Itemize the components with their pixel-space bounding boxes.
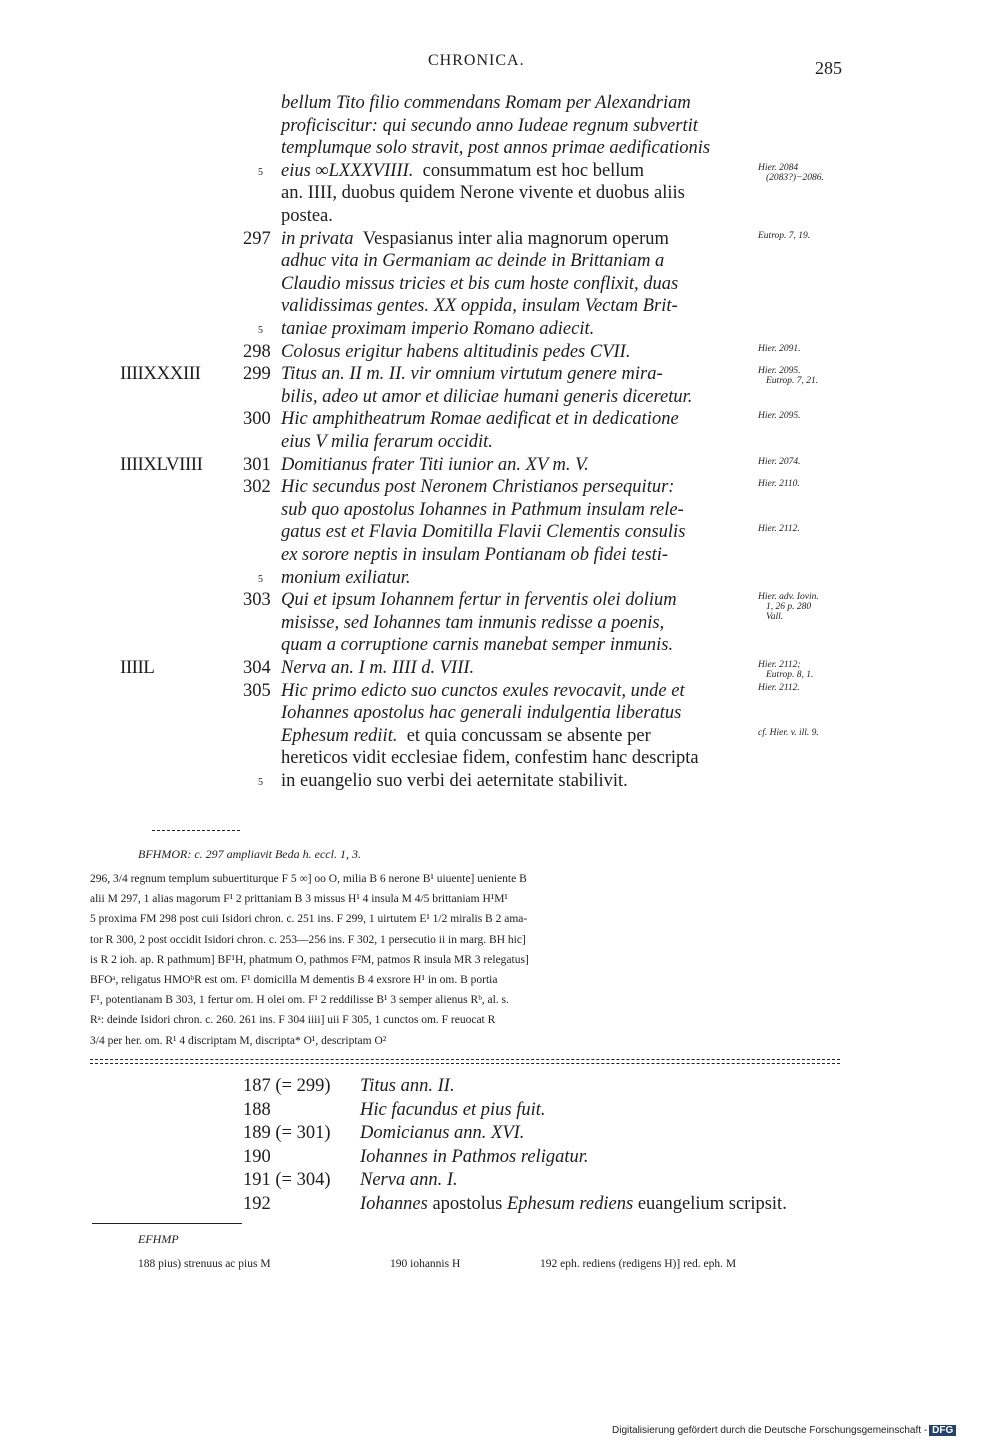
text-line-italic: Ephesum rediit. (281, 725, 398, 746)
marginal-reference (758, 231, 810, 241)
text-line (281, 295, 678, 318)
marginal-reference (758, 660, 813, 680)
apparatus-line: 5 proxima FM 298 post cuii Isidori chron. c. 251 ins. F 299, 1 uirtutem E¹ 1/2 miralis B 2 ama- (90, 913, 528, 926)
marginal-reference (758, 366, 818, 386)
text-line-italic: in privata (281, 228, 354, 249)
text-line (281, 725, 651, 748)
entry-text (360, 1099, 546, 1123)
text-line (281, 115, 698, 138)
marginal-reference-line: Hier. 2084 (758, 162, 799, 173)
text-line (281, 205, 333, 228)
marginal-reference-line: Hier. 2091. (758, 343, 801, 354)
marginal-reference-line: (2083?)−2086. (766, 172, 824, 183)
apparatus-line: 296, 3/4 regnum templum subuertiturque F 5 ∞] oo O, milia B 6 nerone B¹ uiuente] ueniente B (90, 873, 527, 885)
entry-number: 187 (= 299) (243, 1076, 331, 1096)
entry-text (360, 1146, 589, 1170)
marginal-reference-line: Hier. 2112. (758, 524, 800, 535)
line-marker: 5 (258, 166, 263, 178)
regnal-year: IIIIL (120, 657, 155, 678)
paragraph-number: 303 (243, 590, 271, 611)
text-line-content: consummatum est hoc bellum (422, 160, 645, 181)
text-line-content: Domitianus frater Titi iunior an. XV m. V. (281, 454, 589, 475)
marginal-reference (758, 163, 824, 183)
text-line (281, 408, 679, 431)
text-line-content: gatus est et Flavia Domitilla Flavii Clementis consulis (281, 522, 686, 543)
text-line-content: postea. (281, 206, 333, 226)
text-line (281, 680, 685, 703)
marginal-reference-line: Hier. 2074. (758, 456, 801, 467)
marginal-reference-line: Hier. 2112; (758, 660, 801, 670)
marginal-reference-line: cf. Hier. v. ill. 9. (758, 727, 819, 738)
bottom-sigla: EFHMP (138, 1232, 179, 1246)
marginal-reference (758, 411, 801, 421)
bottom-apparatus-2: 190 iohannis H (390, 1258, 461, 1270)
entry-italic: Ephesum rediens (506, 1194, 634, 1214)
marginal-reference (758, 344, 801, 354)
text-line (281, 273, 678, 296)
line-marker: 5 (258, 325, 263, 336)
paragraph-number: 300 (243, 409, 271, 430)
marginal-reference-line: Hier. 2095. (758, 366, 801, 377)
text-line-content: Hic secundus post Neronem Christianos persequitur: (281, 477, 675, 498)
text-line (281, 363, 663, 386)
entry-number: 191 (= 304) (243, 1170, 331, 1191)
text-line-content: bilis, adeo ut amor et diliciae humani generis diceretur. (281, 386, 693, 407)
bottom-separator (92, 1223, 242, 1224)
credit-text: Digitalisierung gefördert durch die Deutsche Forschungsgemeinschaft - (612, 1425, 928, 1436)
text-line-content: Hic primo edicto suo cunctos exules revocavit, unde et (281, 680, 685, 701)
text-line (281, 228, 669, 251)
marginal-reference (758, 479, 800, 489)
text-line (281, 634, 673, 657)
entry-number: 189 (= 301) (243, 1123, 331, 1144)
text-line (281, 612, 664, 635)
text-line-content: Hic amphitheatrum Romae aedificat et in dedicatione (281, 409, 679, 430)
paragraph-number: 298 (243, 341, 271, 362)
marginal-reference-line: Eutrop. 7, 21. (766, 376, 819, 387)
text-line (281, 521, 685, 544)
text-line-content: Titus an. II m. II. vir omnium virtutum genere mira- (281, 364, 663, 385)
text-line (281, 499, 684, 522)
marginal-reference-line: Hier. 2095. (758, 411, 801, 422)
marginal-reference (758, 457, 801, 467)
text-line-content: eius V milia ferarum occidit. (281, 432, 493, 452)
text-line (281, 589, 677, 612)
text-line-content: monium exiliatur. (281, 567, 411, 588)
entry-italic: Iohannes (360, 1194, 428, 1214)
apparatus-line: BFOᵃ, religatus HMOᵇR est om. F¹ domicilla M dementis B 4 exsrore H¹ in om. B portia (90, 974, 498, 986)
paragraph-number: 302 (243, 477, 271, 498)
apparatus-line: is R 2 ioh. ap. R pathmum] BF¹H, phatmum O, pathmos F²M, patmos R insula MR 3 relegatus] (90, 953, 529, 966)
text-line-content: bellum Tito filio commendans Romam per Alexandriam (281, 93, 691, 113)
apparatus-line: Rᵃ: deinde Isidori chron. c. 260. 261 ins. F 304 iiii] uii F 305, 1 cunctos om. F reuocat R (90, 1014, 496, 1027)
text-line (281, 160, 644, 183)
marginal-reference-line: 1, 26 p. 280 (766, 602, 812, 613)
dfg-logo: DFG (929, 1425, 956, 1436)
bottom-apparatus-1: 188 pius) strenuus ac pius M (138, 1258, 271, 1270)
bottom-apparatus-3: 192 eph. rediens (redigens H)] red. eph. M (540, 1258, 737, 1270)
text-line (281, 341, 630, 364)
entry-text (360, 1193, 787, 1217)
regnal-year: IIIIXLVIIII (120, 453, 203, 475)
digitization-credit (612, 1425, 956, 1436)
paragraph-number: 299 (243, 364, 271, 385)
entry-text (360, 1169, 458, 1193)
marginal-reference (758, 728, 819, 738)
page-number: 285 (815, 58, 842, 78)
text-line (281, 182, 685, 205)
entry-text (360, 1122, 524, 1146)
text-line (281, 137, 710, 160)
sigla-note: BFHMOR: c. 297 ampliavit Beda h. eccl. 1, 3. (138, 847, 361, 861)
paragraph-number: 297 (243, 228, 271, 249)
entry-number: 190 (243, 1146, 271, 1167)
marginal-reference-line: Eutrop. 7, 19. (758, 230, 811, 241)
text-line-content: misisse, sed Iohannes tam inmunis redisse a poenis, (281, 612, 665, 633)
text-line (281, 657, 474, 680)
text-line-content: Colosus erigitur habens altitudinis pedes CVII. (281, 341, 631, 362)
text-line-content: adhuc vita in Germaniam ac deinde in Brittaniam a (281, 251, 665, 272)
text-line-content: taniae proximam imperio Romano adiecit. (281, 319, 595, 339)
section-divider-bottom (90, 1063, 840, 1064)
text-line-content: et quia concussam se absente per (406, 725, 651, 746)
text-apparatus-separator (152, 830, 240, 831)
text-line (281, 770, 628, 793)
entry-number: 188 (243, 1099, 271, 1120)
marginal-reference-line: Eutrop. 8, 1. (766, 670, 814, 680)
marginal-reference-line: Hier. 2112. (758, 682, 800, 693)
text-line-content: hereticos vidit ecclesiae fidem, confestim hanc descripta (281, 748, 699, 769)
entry-italic: Hic facundus et pius fuit. (360, 1099, 546, 1120)
text-line-content: validissimas gentes. XX oppida, insulam Vectam Brit- (281, 296, 678, 317)
text-line (281, 544, 668, 567)
entry-roman: apostolus (432, 1194, 503, 1214)
marginal-reference (758, 524, 800, 534)
text-line (281, 747, 699, 770)
marginal-reference (758, 592, 819, 622)
entry-italic: Iohannes in Pathmos religatur. (360, 1146, 589, 1167)
text-line-content: ex sorore neptis in insulam Pontianam ob fidei testi- (281, 545, 669, 565)
text-line-content: Claudio missus tricies et bis cum hoste conflixit, duas (281, 273, 679, 294)
text-line-content: Nerva an. I m. IIII d. VIII. (281, 658, 475, 678)
entry-italic: Domicianus ann. XVI. (360, 1123, 525, 1144)
text-line-content: in euangelio suo verbi dei aeternitate stabilivit. (281, 771, 628, 791)
regnal-year: IIIIXXXIII (120, 363, 201, 385)
entry-text (360, 1075, 455, 1099)
entry-italic: Titus ann. II. (360, 1076, 455, 1096)
text-line-content: Iohannes apostolus hac generali indulgentia liberatus (281, 703, 682, 724)
text-line (281, 318, 594, 341)
text-line-italic: eius ∞LXXXVIIII. (281, 160, 414, 181)
section-divider-top (90, 1059, 840, 1060)
text-line-content: an. IIII, duobus quidem Nerone vivente et duobus aliis (281, 183, 685, 204)
text-line (281, 250, 664, 273)
running-head: CHRONICA. (428, 52, 525, 69)
marginal-reference-line: Vall. (766, 612, 784, 623)
text-line (281, 454, 589, 477)
apparatus-line: F¹, potentianam B 303, 1 fertur om. H olei om. F¹ 2 reddilisse B¹ 3 semper alienus Rᵇ, al. s. (90, 994, 509, 1007)
apparatus-line: 3/4 per her. om. R¹ 4 discriptam M, discripta* O¹, descriptam O² (90, 1034, 387, 1047)
text-line (281, 702, 681, 725)
entry-roman: euangelium scripsit. (637, 1194, 787, 1214)
marginal-reference-line: Hier. 2110. (758, 479, 800, 490)
marginal-reference-line: Hier. adv. Iovin. (758, 592, 819, 603)
text-line-content: quam a corruptione carnis manebat semper inmunis. (281, 635, 674, 656)
paragraph-number: 301 (243, 454, 271, 475)
text-line (281, 431, 493, 454)
text-line-content: proficiscitur: qui secundo anno Iudeae regnum subvertit (281, 115, 698, 136)
text-line-content: sub quo apostolus Iohannes in Pathmum insulam rele- (281, 499, 684, 520)
text-line (281, 567, 411, 590)
text-line-content: Vespasianus inter alia magnorum operum (362, 228, 669, 249)
entry-number: 192 (243, 1194, 271, 1214)
line-marker: 5 (258, 777, 263, 788)
paragraph-number: 304 (243, 658, 271, 678)
text-line (281, 476, 674, 499)
text-line-content: Qui et ipsum Iohannem fertur in ferventis olei dolium (281, 590, 677, 611)
text-line (281, 386, 692, 409)
line-marker: 5 (258, 573, 263, 585)
entry-italic: Nerva ann. I. (360, 1170, 458, 1191)
text-line-content: templumque solo stravit, post annos primae aedificationis (281, 138, 711, 159)
apparatus-line: alii M 297, 1 alias magorum F¹ 2 prittaniam B 3 missus H¹ 4 insula M 4/5 brittaniam H¹M¹ (90, 893, 508, 906)
paragraph-number: 305 (243, 680, 271, 701)
apparatus-line: tor R 300, 2 post occidit Isidori chron. c. 253—256 ins. F 302, 1 persecutio ii in marg. BH hic] (90, 933, 526, 946)
marginal-reference (758, 683, 800, 693)
text-line (281, 92, 691, 115)
